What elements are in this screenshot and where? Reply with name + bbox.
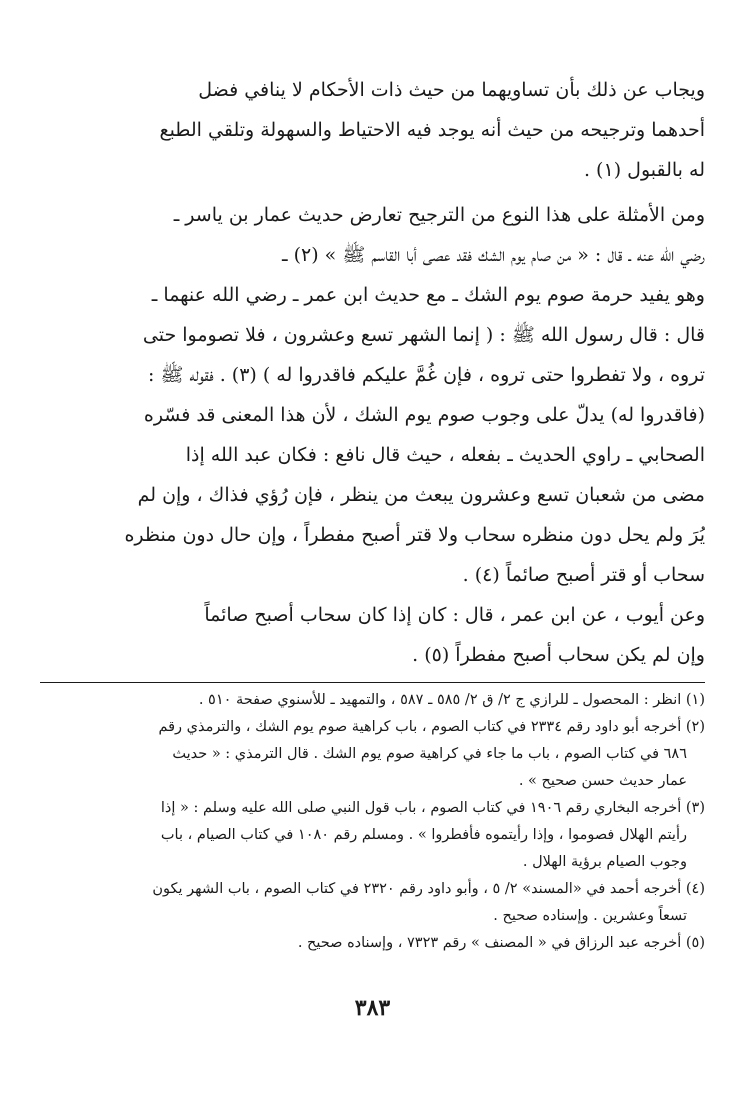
footnote-line: (١) انظر : المحصول ـ للرازي ج ٢/ ق ٢/ ٥٨٥ ـ ٥٨٧ ، والتمهيد ـ للأسنوي صفحة ٥١٠ .	[198, 692, 705, 708]
paragraph-1	[40, 70, 705, 190]
text-line: يُرَ ولم يحل دون منظره سحاب ولا قتر أصبح مفطراً ، وإن حال دون منظره	[124, 524, 705, 546]
page-number: ٣٨٣	[354, 995, 391, 1021]
text-line: الصحابي ـ راوي الحديث ـ بفعله ، حيث قال نافع : فكان عبد الله إذا	[185, 444, 705, 466]
text-line: ويجاب عن ذلك بأن تساويهما من حيث ذات الأحكام لا ينافي فضل	[198, 79, 705, 101]
text-line: وإن لم يكن سحاب أصبح مفطراً (٥) .	[412, 644, 705, 666]
footnotes	[40, 687, 705, 957]
text-line: رضي الله عنه ـ قال : « من صام يوم الشك فقد عصى أبا القاسم ﷺ » (٢) ـ	[281, 244, 705, 266]
text-line: مضى من شعبان تسع وعشرون يبعث من ينظر ، فإن رُؤي فذاك ، وإن لم	[137, 484, 705, 506]
footnote-5	[40, 930, 705, 957]
text-line: أحدهما وترجيحه من حيث أنه يوجد فيه الاحتياط والسهولة وتلقي الطبع	[159, 119, 705, 141]
paragraph-2	[40, 195, 705, 595]
book-page	[40, 70, 705, 1060]
text-line: ومن الأمثلة على هذا النوع من الترجيح تعارض حديث عمار بن ياسر ـ	[173, 204, 705, 226]
footnote-3	[40, 795, 705, 876]
footnote-line: وجوب الصيام برؤية الهلال .	[522, 854, 687, 870]
footnote-1	[40, 687, 705, 714]
footnote-line: عمار حديث حسن صحيح » .	[518, 773, 687, 789]
footnote-divider	[40, 682, 705, 683]
paragraph-3	[40, 595, 705, 675]
text-line: تروه ، ولا تفطروا حتى تروه ، فإن غُمَّ عليكم فاقدروا له ) (٣) . فقوله ﷺ :	[148, 364, 705, 386]
footnote-line: (٥) أخرجه عبد الرزاق في « المصنف » رقم ٧٣٢٣ ، وإسناده صحيح .	[297, 935, 705, 951]
text-line: (فاقدروا له) يدلّ على وجوب صوم يوم الشك ، لأن هذا المعنى قد فسّره	[143, 404, 705, 426]
footnote-line: (٢) أخرجه أبو داود رقم ٢٣٣٤ في كتاب الصوم ، باب كراهية صوم يوم الشك ، والترمذي رقم	[158, 719, 705, 735]
text-line: له بالقبول (١) .	[583, 159, 705, 181]
text-line: وهو يفيد حرمة صوم يوم الشك ـ مع حديث ابن عمر ـ رضي الله عنهما ـ	[151, 284, 705, 306]
text-line: سحاب أو قتر أصبح صائماً (٤) .	[462, 564, 705, 586]
text-line: قال : قال رسول الله ﷺ : ( إنما الشهر تسع وعشرون ، فلا تصوموا حتى	[142, 324, 705, 346]
footnote-line: ٦٨٦ في كتاب الصوم ، باب ما جاء في كراهية صوم يوم الشك . قال الترمذي : « حديث	[172, 746, 687, 762]
text-line: وعن أيوب ، عن ابن عمر ، قال : كان إذا كان سحاب أصبح صائماً	[204, 604, 705, 626]
footnote-line: رأيتم الهلال فصوموا ، وإذا رأيتموه فأفطروا » . ومسلم رقم ١٠٨٠ في كتاب الصيام ، باب	[160, 827, 687, 843]
footnote-4	[40, 876, 705, 930]
footnote-line: (٣) أخرجه البخاري رقم ١٩٠٦ في كتاب الصوم ، باب قول النبي صلى الله عليه وسلم : « إذا	[160, 800, 705, 816]
footnote-2	[40, 714, 705, 795]
footnote-line: تسعاً وعشرين . وإسناده صحيح .	[493, 908, 687, 924]
footnote-line: (٤) أخرجه أحمد في «المسند» ٢/ ٥ ، وأبو داود رقم ٢٣٢٠ في كتاب الصوم ، باب الشهر يكون	[152, 881, 705, 897]
